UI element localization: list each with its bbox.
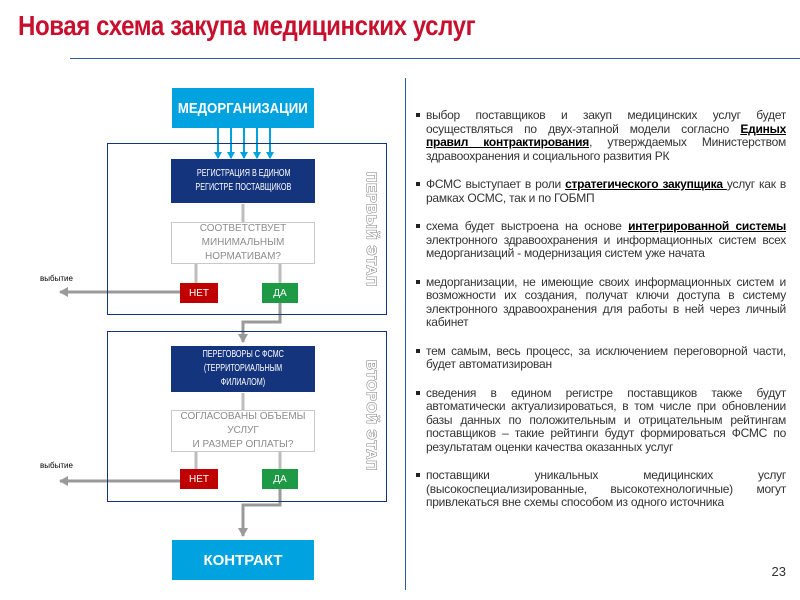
norms-question-box: СООТВЕТСТВУЕТ МИНИМАЛЬНЫМ НОРМАТИВАМ? xyxy=(171,222,315,264)
stage-2-no-box: НЕТ xyxy=(180,469,218,489)
list-item: ФСМС выступает в роли стратегического закупщика услуг как в рамках ОСМС, так и по ГОБМП xyxy=(414,178,786,205)
stage-1-yes-box: ДА xyxy=(262,283,298,303)
list-item: схема будет выстроена на основе интегрированной системы электронного здравоохранения и информационных систем всех медорганизаций - модернизация систем уже начата xyxy=(414,220,786,261)
stage-1-exit-label: выбытие xyxy=(40,274,73,283)
contract-box: КОНТРАКТ xyxy=(172,540,314,580)
bullet-list xyxy=(414,109,786,525)
list-item: тем самым, весь процесс, за исключением переговорной части, будет автоматизирован xyxy=(414,345,786,372)
volumes-question-box: СОГЛАСОВАНЫ ОБЪЕМЫ УСЛУГ И РАЗМЕР ОПЛАТЫ? xyxy=(171,410,315,452)
list-item: сведения в едином регистре поставщиков также будут автоматически актуализироваться, в том числе при обновлении базы данных по положительным и отрицательным рейтингам поставщиков – такие рейтинги будут формироваться ФСМС по результатам оценки качества оказанных услуг xyxy=(414,387,786,455)
list-item: выбор поставщиков и закуп медицинских услуг будет осуществляться по двух-этапной модели согласно Единых правил контрактирования, утверждаемых Министерством здравоохранения и социального развития РК xyxy=(414,109,786,163)
stage-1-label: ПЕРВЫЙ ЭТАП xyxy=(364,172,380,288)
medorganizations-box: МЕДОРГАНИЗАЦИИ xyxy=(172,88,314,128)
stage-2-yes-box: ДА xyxy=(262,469,298,489)
list-item: медорганизации, не имеющие своих информационных систем и возможности их создания, получат ключи доступа в систему электронного здравоохранения для работы в ней через личный кабинет xyxy=(414,276,786,330)
list-item: поставщики уникальных медицинских услуг (высокоспециализированные, высокотехнологичные) могут привлекаться вне схемы способом из одного источника xyxy=(414,469,786,510)
stage-1-no-box: НЕТ xyxy=(180,283,218,303)
registration-box: РЕГИСТРАЦИЯ В ЕДИНОМ РЕГИСТРЕ ПОСТАВЩИКОВ xyxy=(171,159,315,203)
stage-2-label: ВТОРОЙ ЭТАП xyxy=(364,360,380,472)
stage-2-exit-label: выбытие xyxy=(40,461,73,470)
page-number: 23 xyxy=(771,564,786,579)
page-title: Новая схема закупа медицинских услуг xyxy=(18,10,476,41)
negotiations-box: ПЕРЕГОВОРЫ С ФСМС (ТЕРРИТОРИАЛЬНЫМ ФИЛИАЛОМ) xyxy=(171,346,315,392)
